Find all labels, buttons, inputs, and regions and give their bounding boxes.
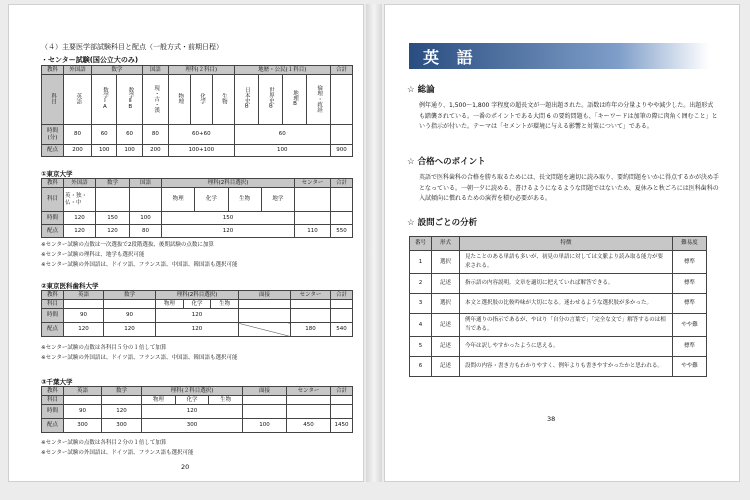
chiba-notes: ※センター試験の点数は各科目２分の１倍して加算 ※センター試験の外国語は、ドイツ語、フランス語も選択可能 bbox=[41, 440, 194, 456]
tokyo-title: ①東京大学 bbox=[41, 170, 73, 178]
overview-heading: ☆ 総論 bbox=[407, 85, 435, 95]
tmdu-title: ②東京医科歯科大学 bbox=[41, 282, 99, 290]
subject-banner: 英 語 bbox=[409, 43, 709, 69]
left-page-number: 20 bbox=[181, 463, 190, 471]
left-page bbox=[8, 4, 364, 482]
tokyo-notes: ※センター試験の点数は一次選抜で2段階選抜、後期試験の点数に加算 ※センター試験の理科は、地学も選択可能 ※センター試験の外国語は、ドイツ語、フランス語、中国語、韓国語も選択可能 bbox=[41, 242, 238, 268]
right-page-number: 38 bbox=[547, 415, 556, 423]
table-row: 4 記述 例年通りの指示であるが、やはり「自分の言葉で」「完全な文で」解答するのは相当である。 やや難 bbox=[410, 314, 707, 337]
tmdu-notes: ※センター試験の点数は各科目５分の１倍して加算 ※センター試験の外国語は、ドイツ語、フランス語、中国語、韓国語も選択可能 bbox=[41, 345, 238, 361]
table-row: 5 記述 今年は訳しやすかったように思える。 標準 bbox=[410, 337, 707, 357]
page-title: （４）主要医学部試験科目と配点（一般方式・前期日程） bbox=[41, 43, 223, 51]
table-row: 3 選択 本文と選択肢の比較吟味が大切になる。迷わせるような選択肢が多かった。 標準 bbox=[410, 294, 707, 314]
overview-text: 例年通り、1,500～1,800 字程度の超長文が一題出題された。語数は昨年の分量よりやや減少した。出題形式も踏襲されている。一番のポイントである大問 6 の要約問題も、「キーワードは加筆の際に肉角く囲むこと」という指示が付いた。テーマは「セメントが環境に与える影響と対策について」である。 bbox=[419, 102, 718, 130]
book-gutter bbox=[366, 4, 382, 482]
analysis-table: 番号 形式 特徴 難易度 1 選択 見たことのある単語も多いが、初見の単語に対しては文脈より読み取る能力が要求される。 標準 2 記述 指示語の内容説明。文章を適切に把えていれば解答できる。 標準 3 選択 本文と選択肢の比較吟味が大切になる。迷わせるような選択肢が多かった。 標準 4 記述 例年通りの指示であるが、やはり「自分の言葉で」「完全な文で」解答するのは相当である。 やや難 5 記述 今年は訳しやすかったように思える。 標準 6 記述 設問の内容・書き方もわかりやすく、例年よりも書きやすかったかと思われる。 やや難 bbox=[409, 236, 707, 377]
table-row: 6 記述 設問の内容・書き方もわかりやすく、例年よりも書きやすかったかと思われる。 やや難 bbox=[410, 357, 707, 377]
chiba-table: 教科 英語 数学 理科(２科目選択) 面接 センター 合計 科目 物理 化学 生物 時間 90 120 120 配点 300 300 300 100 450 1450 bbox=[41, 386, 353, 433]
table-row: 2 記述 指示語の内容説明。文章を適切に把えていれば解答できる。 標準 bbox=[410, 274, 707, 294]
center-exam-table: 教科 外国語 数学 国語 理科(２科目) 地歴・公民(１科目) 合計 科目 英語 数学ⅠA 数学ⅡB 現・古・漢 物理 化学 生物 日本史B 世界史B 地理B 倫理・政経 時間(分) 80 60 60 80 60+60 60 配点 200 100 100 200 100+100 100 900 bbox=[41, 65, 353, 157]
analysis-heading: ☆ 設問ごとの分析 bbox=[407, 218, 478, 228]
points-text: 英語で医科歯科の合格を勝ち取るためには、長文問題を適切に読み取り、要約問題をいかに得点するかが決め手となっている。一朝一夕に読める、書けるようになるような問題ではないため、夏休みと秋ごろには医科歯科の入試傾向に慣れるための演習を積む必要がある。 bbox=[419, 174, 720, 202]
tmdu-table: 教科 英語 数学 理科(2科目選択) 面接 センター 合計 科目 物理 化学 生物 時間 90 90 120 配点 120 120 120 180 540 bbox=[41, 290, 353, 337]
center-exam-subtitle: ・センター試験(国公立大のみ) bbox=[41, 56, 139, 64]
table-row: 1 選択 見たことのある単語も多いが、初見の単語に対しては文脈より読み取る能力が要求される。 標準 bbox=[410, 251, 707, 274]
tokyo-table: 教科 外国語 数学 国語 理科(2科目選択) センター 合計 科目 英・独・仏・中 物理 化学 生物 地学 時間 120 150 100 150 配点 120 120 80 120 110 550 bbox=[41, 178, 353, 238]
chiba-title: ③千葉大学 bbox=[41, 378, 73, 386]
points-heading: ☆ 合格へのポイント bbox=[407, 157, 486, 167]
right-page bbox=[384, 4, 740, 482]
